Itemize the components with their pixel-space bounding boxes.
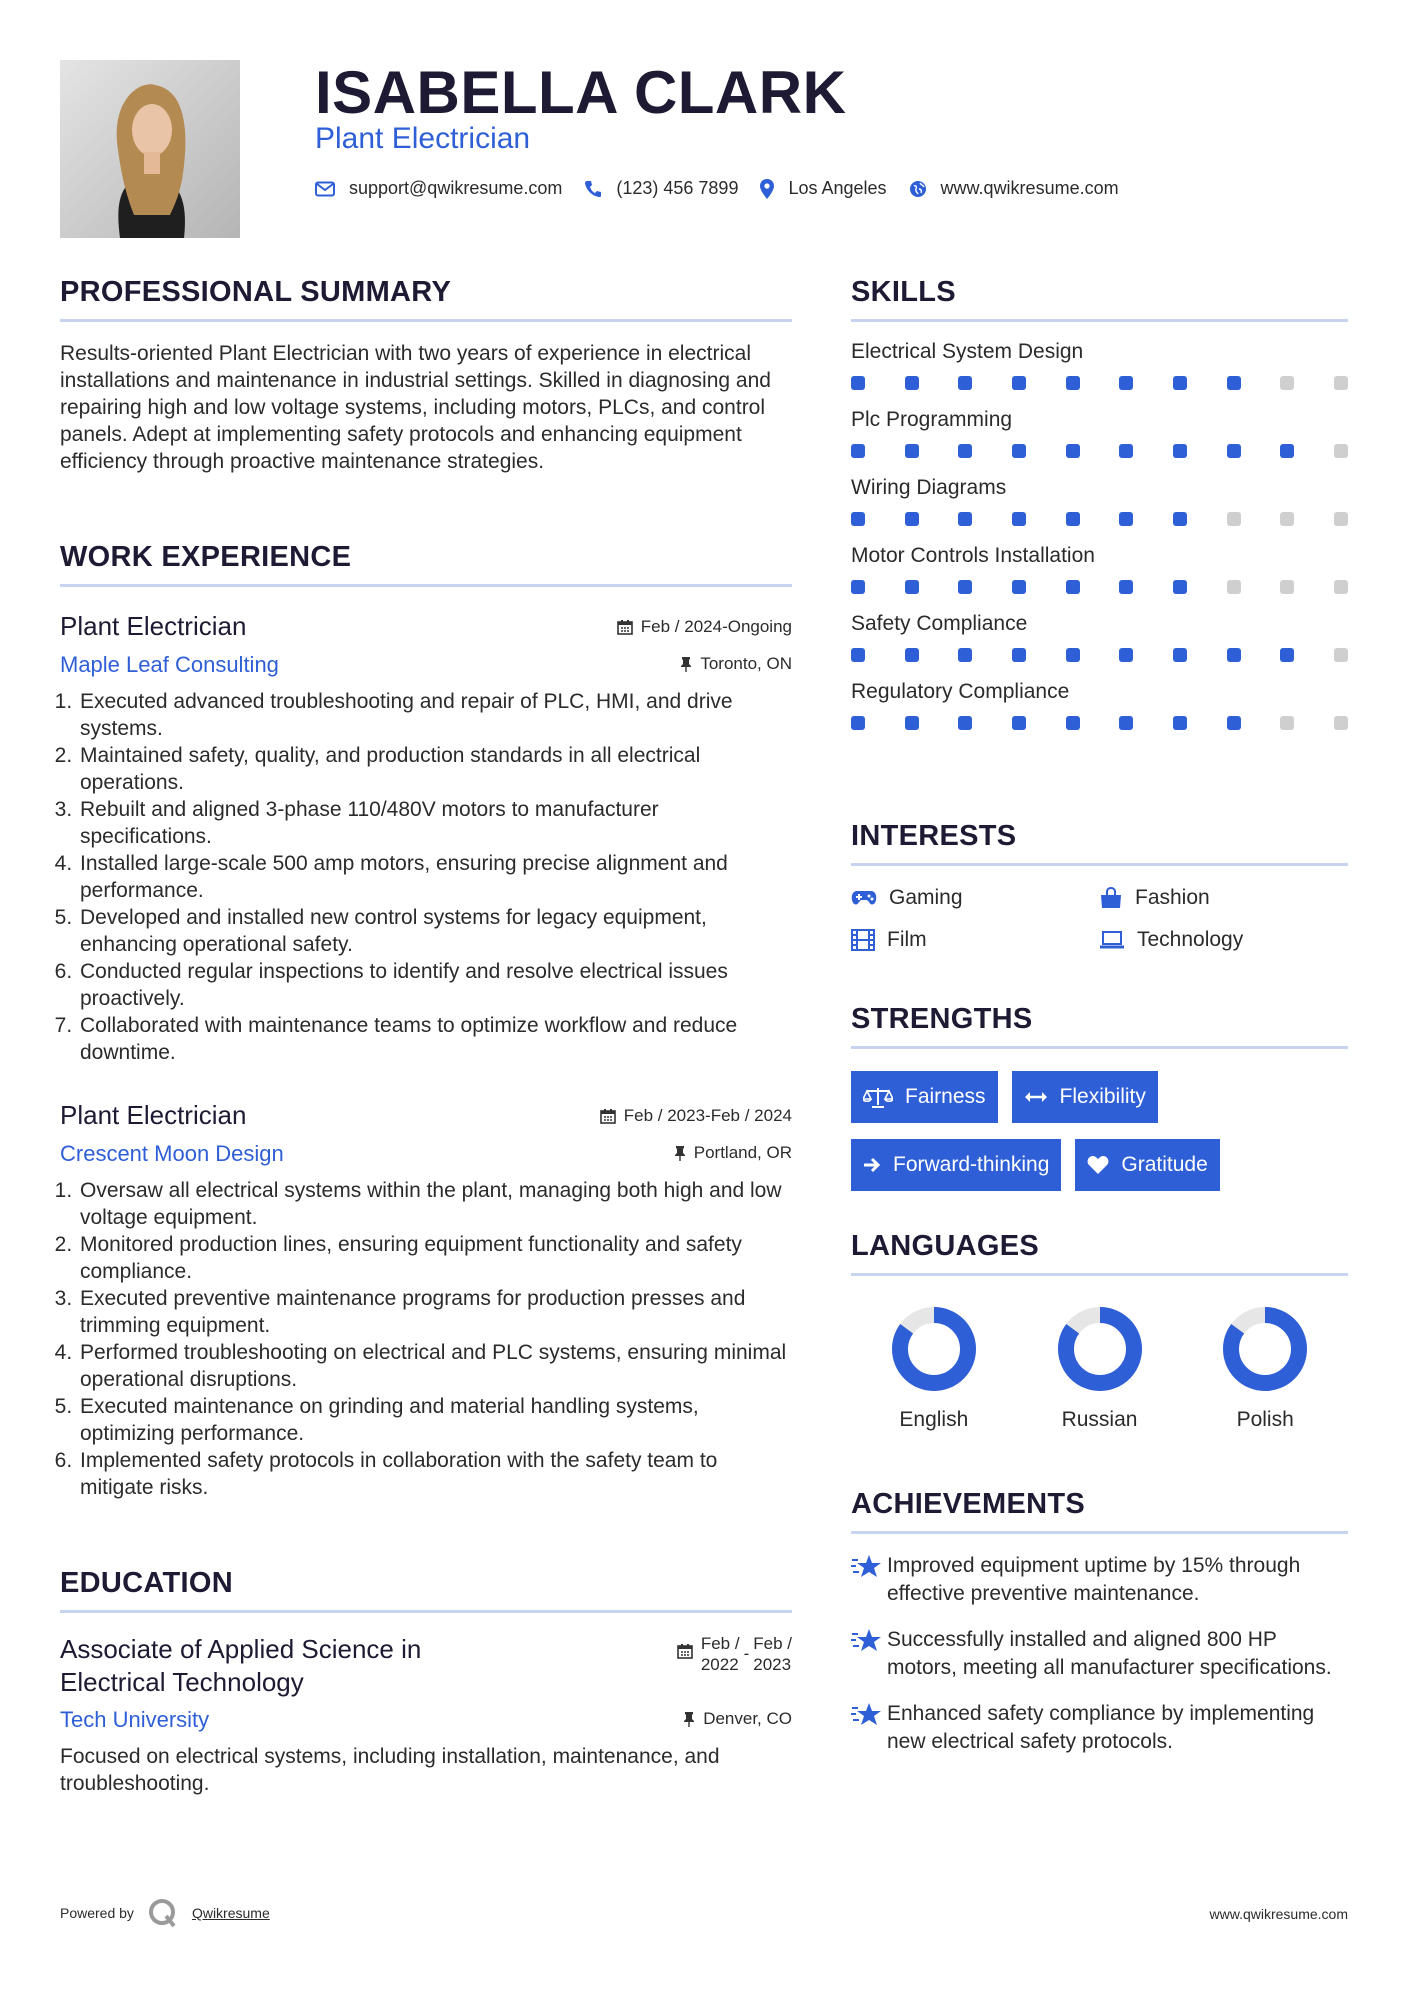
skill-dot-filled	[1066, 580, 1080, 594]
job-role: Plant Electrician	[60, 611, 247, 641]
star-icon	[851, 1552, 887, 1608]
globe-icon	[909, 180, 927, 198]
job-bullet: 5. Developed and installed new control systems for legacy equipment, enhancing operational safety.	[78, 904, 792, 958]
language-donut	[1222, 1306, 1308, 1392]
summary-section	[60, 276, 792, 475]
skill-dot-filled	[1119, 580, 1133, 594]
skill-dot-filled	[1012, 716, 1026, 730]
shopping-bag-icon	[1099, 887, 1123, 909]
interest-label: Technology	[1137, 928, 1244, 951]
skill-dot-filled	[1119, 512, 1133, 526]
skill-rating	[851, 376, 1348, 390]
skill-dot-filled	[1119, 648, 1133, 662]
interest-label: Fashion	[1135, 886, 1210, 909]
education-start-year: 2022	[700, 1655, 739, 1674]
skill-rating	[851, 512, 1348, 526]
education-end-year: 2023	[753, 1655, 792, 1674]
strength-badge-fairness	[851, 1071, 998, 1123]
skill-name: Wiring Diagrams	[851, 476, 1007, 499]
job-bullet: 7. Collaborated with maintenance teams to optimize workflow and reduce downtime.	[78, 1012, 792, 1066]
education-end-month: Feb /	[753, 1634, 792, 1653]
skill-dot-filled	[958, 444, 972, 458]
footer-url[interactable]: www.qwikresume.com	[1209, 1906, 1348, 1922]
skill-name: Safety Compliance	[851, 612, 1028, 635]
skill-dot-filled	[1227, 716, 1241, 730]
skill-dot-filled	[905, 444, 919, 458]
skill-name: Motor Controls Installation	[851, 544, 1095, 567]
skill-dot-empty	[1280, 580, 1294, 594]
job-bullets	[60, 1177, 792, 1501]
skill-dot-filled	[1173, 580, 1187, 594]
section-divider	[60, 584, 792, 587]
achievement-text: Enhanced safety compliance by implementing new electrical safety protocols.	[887, 1702, 1315, 1753]
job-dates-text: Feb / 2023-Feb / 2024	[623, 1106, 792, 1125]
skill-dot-filled	[1012, 376, 1026, 390]
interest-label: Gaming	[889, 886, 963, 909]
skill-dot-filled	[1173, 716, 1187, 730]
skill-dot-filled	[1227, 648, 1241, 662]
strength-label: Flexibility	[1059, 1085, 1146, 1108]
language-item	[1017, 1306, 1183, 1432]
skill-dot-filled	[958, 716, 972, 730]
achievement-item	[851, 1700, 1348, 1756]
language-name: English	[899, 1408, 969, 1431]
email-text: support@qwikresume.com	[349, 178, 563, 198]
job-location	[674, 1143, 792, 1163]
skill-dot-empty	[1227, 580, 1241, 594]
education-heading: EDUCATION	[60, 1567, 233, 1599]
job-bullet: 6. Conducted regular inspections to identify and resolve electrical issues proactively.	[78, 958, 792, 1012]
skills-list	[851, 340, 1348, 730]
skill-name: Regulatory Compliance	[851, 680, 1070, 703]
education-location-text: Denver, CO	[703, 1709, 792, 1728]
skill-dot-filled	[958, 580, 972, 594]
skill-dot-filled	[851, 512, 865, 526]
interests-grid	[851, 886, 1348, 952]
skill-dot-filled	[1119, 376, 1133, 390]
skill-dot-filled	[905, 716, 919, 730]
languages-heading: LANGUAGES	[851, 1230, 1039, 1262]
skill-dot-filled	[1227, 376, 1241, 390]
skill-rating	[851, 648, 1348, 662]
job-bullets	[60, 688, 792, 1066]
skill-dot-filled	[1173, 376, 1187, 390]
strength-badge-forward-thinking	[851, 1139, 1061, 1191]
contact-bar	[315, 178, 1141, 199]
summary-heading: PROFESSIONAL SUMMARY	[60, 276, 452, 308]
achievement-item	[851, 1626, 1348, 1682]
job-bullet: 6. Implemented safety protocols in collaboration with the safety team to mitigate risks.	[78, 1447, 792, 1501]
skill-item	[851, 680, 1348, 730]
interests-heading: INTERESTS	[851, 820, 1017, 852]
brand-link[interactable]: Qwikresume	[191, 1905, 270, 1921]
skill-name: Plc Programming	[851, 408, 1013, 431]
skill-dot-filled	[1066, 512, 1080, 526]
skill-dot-filled	[851, 444, 865, 458]
location-text: Los Angeles	[788, 178, 887, 198]
achievement-text: Improved equipment uptime by 15% through effective preventive maintenance.	[887, 1554, 1301, 1605]
envelope-icon	[315, 181, 335, 197]
skill-dot-filled	[1173, 444, 1187, 458]
phone-icon	[584, 180, 602, 198]
section-divider	[851, 1531, 1348, 1534]
skill-dot-filled	[1066, 376, 1080, 390]
job-location-text: Portland, OR	[693, 1143, 792, 1162]
qwikresume-logo-icon	[148, 1898, 178, 1928]
date-separator: -	[743, 1644, 750, 1663]
footer-powered-by	[60, 1898, 270, 1928]
job-location-text: Toronto, ON	[700, 654, 792, 673]
summary-text: Results-oriented Plant Electrician with two years of experience in electrical installations and maintenance in industrial settings. Skilled in diagnosing and repairing high and low voltage systems, including motors, PLCs, and control panels. Adept at implementing safety protocols and enhancing equipment efficiency through proactive maintenance strategies.	[60, 342, 771, 473]
candidate-name: ISABELLA CLARK	[315, 59, 847, 126]
section-divider	[60, 319, 792, 322]
skill-dot-filled	[1173, 512, 1187, 526]
skill-dot-empty	[1280, 716, 1294, 730]
skill-dot-empty	[1334, 444, 1348, 458]
star-icon	[851, 1700, 887, 1756]
job-bullet: 2. Monitored production lines, ensuring equipment functionality and safety compliance.	[78, 1231, 792, 1285]
language-item	[851, 1306, 1017, 1432]
balance-scale-icon	[863, 1086, 893, 1108]
skill-item	[851, 476, 1348, 526]
achievement-text: Successfully installed and aligned 800 HP motors, meeting all manufacturer specifications.	[887, 1628, 1332, 1679]
experience-section	[60, 541, 792, 1501]
language-name: Russian	[1061, 1408, 1138, 1431]
education-end	[753, 1633, 792, 1675]
skill-rating	[851, 716, 1348, 730]
interest-item-film	[851, 928, 1099, 952]
strength-label: Gratitude	[1121, 1153, 1208, 1176]
strength-label: Fairness	[905, 1085, 986, 1108]
skill-dot-filled	[905, 512, 919, 526]
skill-dot-filled	[1119, 716, 1133, 730]
skill-dot-empty	[1334, 512, 1348, 526]
languages-section	[851, 1230, 1348, 1432]
skill-dot-filled	[1066, 444, 1080, 458]
skill-dot-empty	[1280, 512, 1294, 526]
skill-dot-filled	[958, 376, 972, 390]
skill-dot-filled	[851, 376, 865, 390]
language-name: Polish	[1236, 1408, 1294, 1431]
job-bullet: 4. Performed troubleshooting on electrical and PLC systems, ensuring minimal operational disruptions.	[78, 1339, 792, 1393]
skill-dot-filled	[1173, 648, 1187, 662]
skill-name: Electrical System Design	[851, 340, 1084, 363]
skill-dot-filled	[905, 376, 919, 390]
strengths-section	[851, 1003, 1348, 1191]
powered-by-text: Powered by	[60, 1905, 134, 1921]
skill-dot-filled	[1012, 512, 1026, 526]
skill-dot-filled	[1012, 580, 1026, 594]
interest-item-technology	[1099, 928, 1347, 952]
job-bullet: 3. Rebuilt and aligned 3-phase 110/480V motors to manufacturer specifications.	[78, 796, 792, 850]
heart-icon	[1087, 1155, 1109, 1175]
skill-dot-filled	[851, 716, 865, 730]
job-bullet: 4. Installed large-scale 500 amp motors, ensuring precise alignment and performance.	[78, 850, 792, 904]
skill-dot-empty	[1334, 716, 1348, 730]
skill-item	[851, 408, 1348, 458]
laptop-icon	[1099, 930, 1125, 950]
strength-badge-flexibility	[1012, 1071, 1158, 1123]
job-company: Crescent Moon Design	[60, 1141, 284, 1166]
job-bullet: 5. Executed maintenance on grinding and material handling systems, optimizing performance.	[78, 1393, 792, 1447]
education-start-month: Feb /	[700, 1634, 740, 1653]
star-icon	[851, 1626, 887, 1682]
gamepad-icon	[851, 889, 877, 907]
job-dates	[617, 617, 792, 637]
job-entry	[60, 1100, 792, 1501]
skill-dot-filled	[1066, 716, 1080, 730]
skill-dot-filled	[1119, 444, 1133, 458]
skill-item	[851, 544, 1348, 594]
achievements-heading: ACHIEVEMENTS	[851, 1488, 1086, 1520]
education-degree: Associate of Applied Science in Electrical Technology	[60, 1634, 422, 1697]
skill-dot-filled	[1012, 444, 1026, 458]
pushpin-icon	[674, 1145, 686, 1161]
strengths-list	[851, 1071, 1348, 1191]
skill-rating	[851, 580, 1348, 594]
contact-email[interactable]	[315, 178, 562, 199]
job-bullet: 1. Oversaw all electrical systems within the plant, managing both high and low voltage equipment.	[78, 1177, 792, 1231]
achievement-item	[851, 1552, 1348, 1608]
job-role: Plant Electrician	[60, 1100, 247, 1130]
job-location	[680, 654, 792, 674]
skill-dot-filled	[905, 648, 919, 662]
profile-photo-image	[60, 60, 240, 238]
language-item	[1182, 1306, 1348, 1432]
phone-text: (123) 456 7899	[616, 178, 739, 198]
contact-location	[760, 178, 886, 199]
calendar-icon	[677, 1643, 693, 1659]
skill-dot-filled	[1227, 444, 1241, 458]
skill-dot-filled	[958, 512, 972, 526]
education-dates	[677, 1633, 792, 1675]
job-bullet: 2. Maintained safety, quality, and production standards in all electrical operations.	[78, 742, 792, 796]
skill-dot-empty	[1334, 648, 1348, 662]
job-bullet: 1. Executed advanced troubleshooting and repair of PLC, HMI, and drive systems.	[78, 688, 792, 742]
experience-heading: WORK EXPERIENCE	[60, 541, 352, 573]
contact-website[interactable]	[909, 178, 1119, 199]
education-school: Tech University	[60, 1707, 210, 1732]
achievements-list	[851, 1552, 1348, 1756]
languages-list	[851, 1306, 1348, 1432]
skill-item	[851, 340, 1348, 390]
arrow-right-icon	[863, 1156, 881, 1174]
skill-dot-filled	[851, 580, 865, 594]
skill-dot-empty	[1334, 376, 1348, 390]
profile-photo	[60, 60, 240, 238]
interest-item-fashion	[1099, 886, 1347, 910]
language-donut	[891, 1306, 977, 1392]
job-company: Maple Leaf Consulting	[60, 652, 279, 677]
strength-label: Forward-thinking	[893, 1153, 1050, 1176]
skill-dot-filled	[1066, 648, 1080, 662]
skill-rating	[851, 444, 1348, 458]
map-pin-icon	[760, 179, 774, 199]
interest-label: Film	[887, 928, 927, 951]
section-divider	[60, 1610, 792, 1613]
pushpin-icon	[683, 1711, 695, 1727]
achievements-section	[851, 1488, 1348, 1756]
skills-section	[851, 276, 1348, 730]
section-divider	[851, 319, 1348, 322]
skill-dot-empty	[1334, 580, 1348, 594]
arrows-horizontal-icon	[1024, 1090, 1048, 1104]
strength-badge-gratitude	[1075, 1139, 1219, 1191]
skill-dot-empty	[1280, 376, 1294, 390]
education-location	[683, 1709, 792, 1729]
skill-dot-filled	[1280, 444, 1294, 458]
job-entry	[60, 611, 792, 1066]
pushpin-icon	[680, 656, 692, 672]
job-bullet: 3. Executed preventive maintenance programs for production presses and trimming equipment.	[78, 1285, 792, 1339]
education-section	[60, 1567, 792, 1797]
job-dates	[600, 1106, 792, 1126]
education-description: Focused on electrical systems, including installation, maintenance, and troubleshooting.	[60, 1745, 720, 1795]
candidate-title: Plant Electrician	[315, 122, 531, 155]
calendar-icon	[617, 619, 633, 635]
section-divider	[851, 1273, 1348, 1276]
skill-dot-filled	[905, 580, 919, 594]
contact-phone[interactable]	[584, 178, 738, 199]
skill-dot-filled	[958, 648, 972, 662]
film-icon	[851, 929, 875, 951]
skill-dot-filled	[1280, 648, 1294, 662]
skill-dot-empty	[1227, 512, 1241, 526]
skills-heading: SKILLS	[851, 276, 956, 308]
skill-dot-filled	[1012, 648, 1026, 662]
interest-item-gaming	[851, 886, 1099, 910]
calendar-icon	[600, 1108, 616, 1124]
job-dates-text: Feb / 2024-Ongoing	[640, 617, 792, 636]
section-divider	[851, 863, 1348, 866]
language-donut	[1057, 1306, 1143, 1392]
skill-dot-filled	[851, 648, 865, 662]
website-text: www.qwikresume.com	[940, 178, 1119, 198]
education-start	[701, 1633, 740, 1675]
strengths-heading: STRENGTHS	[851, 1003, 1033, 1035]
skill-item	[851, 612, 1348, 662]
section-divider	[851, 1046, 1348, 1049]
interests-section	[851, 820, 1348, 952]
